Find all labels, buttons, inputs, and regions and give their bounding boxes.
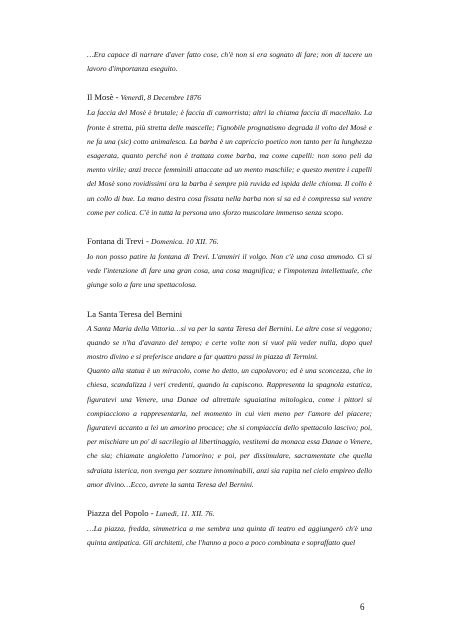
heading-separator: - [148, 508, 156, 519]
section-heading [87, 234, 372, 249]
section-paragraph: …La piazza, fredda, simmetrica a me sembra una quinta di teatro ed aggiungerò ch'è una quinta antipatica. Gli architetti, che l'hanno a poco a poco combinata e sopraffatto quel [87, 524, 372, 548]
section-fontana-di-trevi [87, 234, 372, 293]
section-santa-teresa [87, 307, 372, 492]
section-title: Fontana di Trevi [87, 236, 144, 247]
section-date: Venerdì, 8 Decembre 1876 [120, 93, 202, 103]
heading-separator: - [113, 92, 121, 103]
heading-separator: - [143, 236, 151, 247]
section-date: Domenica. 10 XII. 76. [151, 237, 219, 247]
section-heading [87, 307, 372, 321]
section-paragraph: La faccia del Mosè è brutale; è faccia di camorrista; altri la chiama faccia di macellaio. La fronte è stretta, più stretta delle mascelle; l'ignobile prognatismo degrada il volto del Mosè e ne fa una (sic) cotto animalesca. La barba è un capriccio poetico non tanto per la lunghezza esagerata, quanto perché non è trattata come barba, ma come capelli: non sono peli da mento virile; anzi trecce femminili attaccate ad un mento maschile; e questo mentre i capelli del Mosè sono rovidissimi ora la barba è sempre più ruvida ed ispida delle chioma. Il collo è un collo di bue. La mano destra cosa fissata nella barba non si sa ed è compressa sul ventre come per colica. C'è in tutta la persona uno sforzo muscolare immenso senza scopo. [87, 108, 372, 217]
page-content [87, 48, 372, 550]
section-paragraph: Io non posso patire la fontana di Trevi. L'ammiri il volgo. Non c'è una cosa ammodo. Ci si vede l'intenzione di fare una gran cosa, una cosa magnifica; e l'impotenza intellettuale, che giunge solo a fare una spettacolosa. [87, 252, 372, 290]
section-date: Lunedì, 11. XII. 76. [155, 509, 215, 519]
section-mose [87, 90, 372, 220]
section-title: Il Mosè [87, 92, 114, 103]
section-title: Piazza del Popolo [87, 508, 149, 519]
section-paragraph: Quanto alla statua è un miracolo, come ho detto, un capolavoro; ed è una sconcezza, che in chiesa, scandalizza i veri credenti, quando la capiscono. Rappresenta la spagnola estatica, figuratevi una Venere, una Danae od altrettale sguaiatina mitologica, come i pittori si compiacciono a rappresentarla, nel momento in cui vien meno per l'amore del piacere; figuratevi accanto a lei un amorino procace; che si compiaccia dello spettacolo lascivo; poi, per mischiare un po' di sacrilegio al libertinaggio, vestitemi da monaca essa Danae o Venere, che sia; chiamate angioletto l'amorino; e poi, per dissimulare, sacramentate che quella sdraiata isterica, non svenga per sozzure innominabili, anzi sia rapita nel cielo empireo dello amor divino…Ecco, avrete la santa Teresa del Bernini. [87, 366, 372, 489]
section-piazza-del-popolo [87, 506, 372, 550]
intro-paragraph: …Era capace di narrare d'aver fatto cose, ch'è non si era sognato di fare; non di tacere un lavoro d'importanza eseguito. [87, 50, 372, 74]
section-title: La Santa Teresa del Bernini [87, 308, 183, 319]
section-heading [87, 90, 372, 105]
page-number: 6 [360, 602, 365, 612]
section-paragraph: A Santa Maria della Vittoria…si va per la santa Teresa del Bernini. Le altre cose si veggono; quando se n'ha d'avanzo del tempo; e certe volte non si vuol più veder nulla, dopo quel mostro divino e si preferisce andare a far quattro passi in piazza di Termini. [87, 323, 372, 362]
section-heading [87, 506, 372, 521]
